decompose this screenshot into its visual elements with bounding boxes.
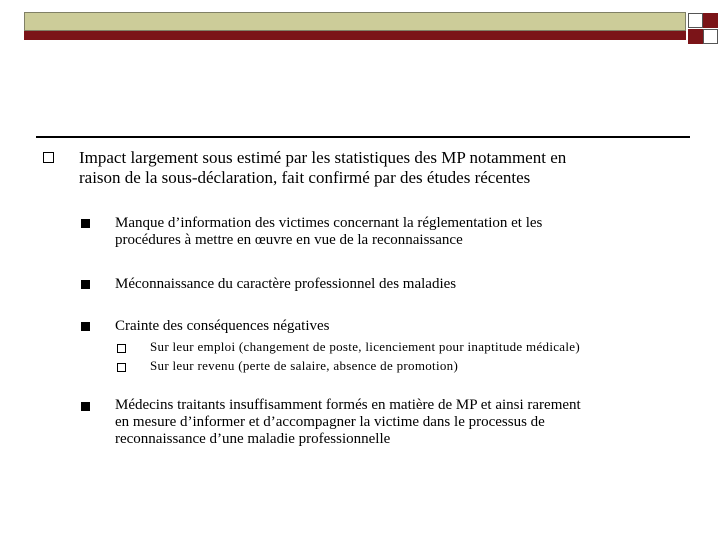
- main-point-line-2: raison de la sous-déclaration, fait confirmé par des études récentes: [79, 168, 531, 187]
- sub-point-4-line-1: Médecins traitants insuffisamment formés en matière de MP et ainsi rarement: [115, 397, 581, 413]
- corner-square-white-top: [688, 13, 703, 28]
- filled-square-bullet-icon: [81, 322, 90, 331]
- corner-square-white-bottom: [703, 29, 718, 44]
- filled-square-bullet-icon: [81, 219, 90, 228]
- sub-point-3-line-1: Crainte des conséquences négatives: [115, 318, 330, 334]
- sub-point-2-line-1: Méconnaissance du caractère professionnel des maladies: [115, 276, 457, 292]
- sub-sub-point-2: Sur leur revenu (perte de salaire, absence de promotion): [150, 358, 459, 373]
- sub-point-1-line-1: Manque d’information des victimes concernant la réglementation et les: [115, 215, 543, 231]
- filled-square-bullet-icon: [81, 280, 90, 289]
- sub-point-4-line-3: reconnaissance d’une maladie professionnelle: [115, 431, 391, 447]
- sub-point-4-line-2: en mesure d’informer et d’accompagner la victime dans le processus de: [115, 414, 545, 430]
- sub-point-1-line-2: procédures à mettre en œuvre en vue de la reconnaissance: [115, 232, 463, 248]
- title-divider: [36, 136, 690, 138]
- hollow-square-bullet-icon: [43, 152, 54, 163]
- hollow-square-bullet-icon: [117, 363, 126, 372]
- filled-square-bullet-icon: [81, 402, 90, 411]
- corner-square-red-bottom: [688, 29, 703, 44]
- corner-square-red-top: [703, 13, 718, 28]
- hollow-square-bullet-icon: [117, 344, 126, 353]
- header-band-olive: [24, 12, 686, 31]
- header-band-red: [24, 31, 686, 40]
- sub-sub-point-1: Sur leur emploi (changement de poste, licenciement pour inaptitude médicale): [150, 339, 580, 354]
- main-point-line-1: Impact largement sous estimé par les statistiques des MP notamment en: [79, 148, 567, 167]
